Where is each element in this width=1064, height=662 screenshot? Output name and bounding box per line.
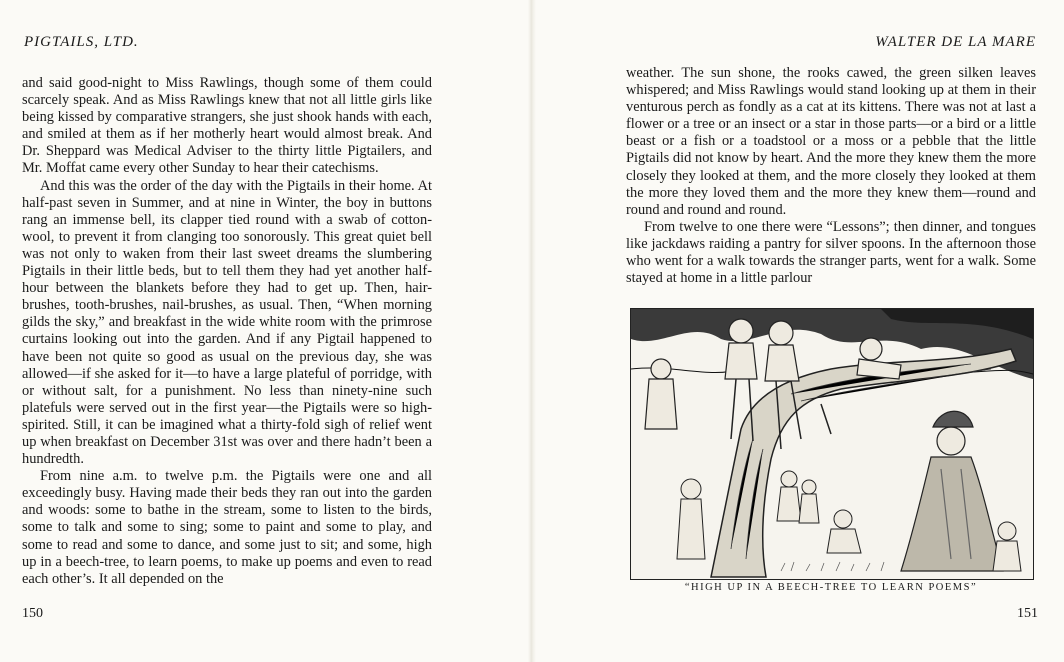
running-header-left: PIGTAILS, LTD.: [24, 34, 139, 50]
right-page: [532, 0, 1064, 662]
paragraph: And this was the order of the day with the Pigtails in their home. At half-past seven in Summer, and at nine in Winter, the boy in buttons rang an immense bell, its clapper tied round with a swab of cotton-wool, to prevent it from clanging too sonorously. This great quiet bell was not only to waken from their last sweet dreams the slumbering Pigtails in their little beds, but to tell them they had yet another half-hour between the blankets before they had to get up. Then, hair-brushes, tooth-brushes, nail-brushes, as usual. Then, “When morning gilds the sky,” and breakfast in the wide white room with the primrose curtains looking out into the garden. And if any Pigtail happened to have been not quite so good as usual on the previous day, she was allowed—if she asked for it—to have a large plateful of porridge, with or without salt, for a punishment. No less than ninety-nine such platefuls were served out in the first year—the Pigtails were so high-spirited. Still, it can be imagined what a thirty-fold sigh of relief went up when breakfast on December 31st was over and there hadn’t been a hundredth.: [22, 177, 432, 468]
left-page-body: [22, 75, 432, 588]
beech-tree-illustration: [630, 308, 1034, 580]
running-header-right: WALTER DE LA MARE: [875, 34, 1036, 50]
illustration-drawing: [631, 309, 1033, 579]
page-number-right: 151: [1017, 606, 1038, 621]
paragraph: weather. The sun shone, the rooks cawed, the green silken leaves whispered; and Miss Rawlings would stand looking up at them in their venturous perch as fondly as a cat at its kittens. There was not at last a flower or a tree or an insect or a star in those parts—or a bird or a little beast or a fish or a toadstool or a moss or a pebble that the little Pigtails did not know by heart. And the more they knew them the more closely they looked at them, and the more closely they looked at them the more they loved them and the more they knew them—round and round and round and round.: [626, 65, 1036, 218]
paragraph: From twelve to one there were “Lessons”; then dinner, and tongues like jackdaws raiding a pantry for silver spoons. In the afternoon those who went for a walk towards the stranger parts, went for a walk. Some stayed at home in a little parlour: [626, 218, 1036, 287]
paragraph: and said good-night to Miss Rawlings, though some of them could scarcely speak. And as Miss Rawlings knew that not all little girls like being kissed by comparative strangers, she just shook hands with each, and smiled at them as if her motherly heart would almost break. And Dr. Sheppard was Medical Adviser to the thirty little Pigtailers, and Mr. Moffat came every other Sunday to hear their catechisms.: [22, 75, 432, 177]
page-number-left: 150: [22, 606, 43, 621]
right-page-body: [626, 65, 1036, 287]
illustration-caption: “HIGH UP IN A BEECH-TREE TO LEARN POEMS”: [684, 582, 978, 593]
paragraph: From nine a.m. to twelve p.m. the Pigtails were one and all exceedingly busy. Having made their beds they ran out into the garden and woods: some to bathe in the stream, some to listen to the birds, some to talk and some to sing; some to paint and some to play, and some to read and some to dance, and some just to sit; and some, high up in a beech-tree, to learn poems, to make up poems and even to read each other’s. It all depended on the: [22, 468, 432, 587]
